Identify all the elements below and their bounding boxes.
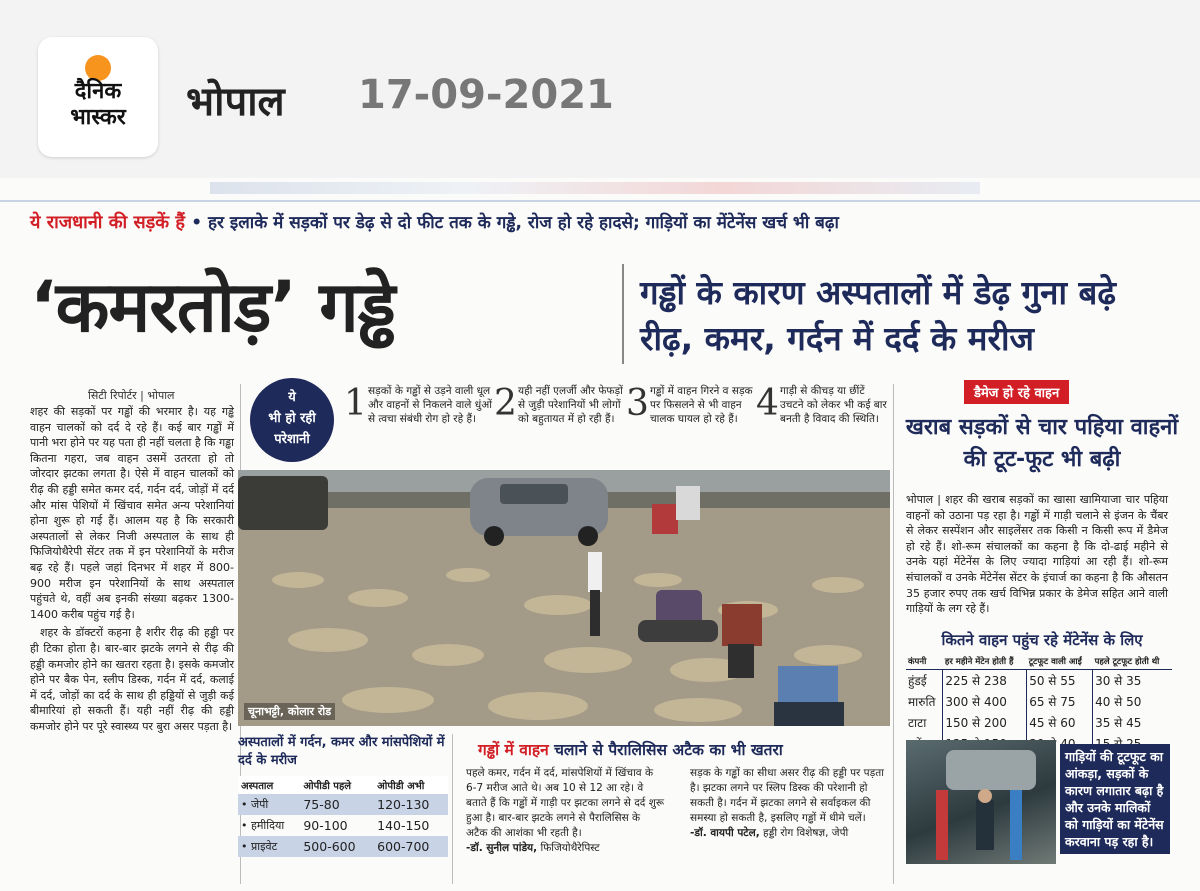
table-cell: 30 से 35 [1095,674,1142,688]
issue-number: 1 [344,383,367,424]
hospital-opd-table [238,776,448,857]
issue-item [626,384,756,464]
article-body [30,404,234,737]
garage-photo-caption: गाड़ियों की टूटफूट का आंकड़ा, सड़कों के कारण लगातार बढ़ा है और उनके मालिकों को गाड़ियों का मेंटेनेंस करवाना पड़ रहा है। [1060,744,1170,854]
cut-off-previous-headline [210,182,980,194]
main-headline: ‘कमरतोड़’ गड्ढे [30,266,395,348]
quote-author: -डॉ. सुनील पांडेय, [466,842,538,854]
table-cell: मारुति [906,691,943,712]
article-paragraph: शहर के डॉक्टरों कहना है शरीर रीढ़ की हड्डी पर ही टिका होता है। बार-बार झटके लगने से रीढ़ की हड्डी कमजोर होने का खतरा रहता है। इसके कमजोर होने पर बैक पेन, स्लीप डिस्क, गर्दन में दर्द, कलाई में दर्द, जोड़ों का दर्द के साथ ही हड्डियों से जुड़ी कई बीमारियां हो सकती हैं। यही नहीं रीढ़ की हड्डी कमजोर होने पर पूरे स्वास्थ्य पर बुरा असर पड़ता है। [30,626,234,733]
issue-text: सड़कों के गड्ढों से उड़ने वाली धूल और वाहनों से निकलने वाले धुंओं से त्वचा संबंधी रोग हो रहे हैं। [368,385,492,425]
quote-author: -डॉ. वायपी पटेल, [690,827,760,839]
kicker-bullet: • [191,213,209,233]
column-divider [893,384,894,884]
kicker-text: हर इलाके में सड़कों पर डेढ़ से दो फीट तक के गड्ढे, रोज हो रहे हादसे; गाड़ियों का मेंटेनेंस खर्च भी बढ़ा [208,213,839,233]
issue-text: गड्ढों में वाहन गिरने व सड़क पर फिसलने से भी वाहन चालक घायल हो रहे हैं। [650,385,753,425]
byline: सिटी रिपोर्टर | भोपाल [88,389,175,402]
sidebar-tag: डैमेज हो रहे वाहन [964,380,1069,404]
column-header: टूटफूट वाली आईं [1027,654,1093,670]
table-cell: 225 से 238 [943,670,1027,692]
table-cell: 150 से 200 [943,712,1027,733]
road-photo-illustration [238,470,890,726]
logo-line-2: भास्कर [70,105,126,130]
table-cell: 40 से 50 [1095,695,1142,709]
issue-text: यही नहीं एलर्जी और फेफड़ों से जुड़ी परेशानियों भी लोगों को बहुतायत में हो रही हैं। [518,385,623,425]
article-paragraph: शहर की सड़कों पर गड्ढों की भरमार है। यह गड्ढे वाहन चालकों को दर्द दे रहे हैं। कई बार गड्ढों में पानी भरा होने पर यह पता ही नहीं चलता है कि गड्ढा कितना गहरा, जब वाहन उसमें उतरता हो तो जोरदार झटका लगता है। ऐसे में वाहन चालकों को रीढ़ की हड्डी समेत कमर दर्द, गर्दन दर्द, जोड़ों में दर्द और मांस पेशियों में खिंचाव समेत अन्य परेशानियां होना शुरू हो गई हैं। आलम यह है कि सरकारी अस्पतालों से लेकर निजी अस्पताल के साथ ही फिजियोथैरेपी सेंटर तक में इन परेशानियों के मरीज बढ़ रहे हैं। पहले जहां दिनभर में शहर में 800-900 मरीज इन परेशानियों के साथ अस्पताल पहुंचते थे, वहीं अब इनकी संख्या बढ़कर 1300-1400 करीब पहुंच गई है। [30,405,234,621]
table-cell: 140-150 [377,818,430,833]
issue-item [756,384,890,464]
issue-number: 2 [494,383,517,424]
garage-photo [906,740,1056,864]
column-header: पहले टूटफूट होती थी [1093,654,1172,670]
edition-date: 17-09-2021 [358,72,614,118]
table-row [238,794,448,815]
logo-line-1: दैनिक [74,79,122,104]
issue-number: 3 [626,383,649,424]
table-row [906,712,1172,733]
table-cell: • प्राइवेट [238,836,300,857]
table-row [906,691,1172,712]
table-cell: 50 से 55 [1027,670,1093,692]
maintenance-table [906,654,1172,754]
issue-text: गाड़ी से कीचड़ या छींटें उचटने को लेकर भी कई बार बनती है विवाद की स्थिति। [780,385,887,425]
doctor-quote [690,766,888,841]
table-cell: 90-100 [303,818,348,833]
quote-text: पहले कमर, गर्दन में दर्द, मांसपेशियों में खिंचाव के 6-7 मरीज आते थे। अब 10 से 12 आ रहे। वे बताते हैं कि गड्ढों में गाड़ी पर झटका लगने से दर्द शुरू हुआ है। बार-बार झटके लगने से पैरालिसिस के अटैक की आशंका भी रहती है। [466,767,665,839]
photo-caption: चूनाभट्टी, कोलार रोड [244,703,335,720]
sun-icon [85,55,111,81]
column-header: ओपीडी अभी [374,776,448,794]
table-row [238,815,448,836]
newspaper-clipping[interactable] [0,178,1200,891]
quote-role: हड्डी रोग विशेषज्ञ, जेपी [763,827,849,839]
top-divider [0,200,1200,202]
column-header: हर महीने मेंटेन होती हैं [943,654,1027,670]
table-cell: 120-130 [374,794,448,815]
table-cell: • हमीदिया [241,819,285,832]
badge-line: परेशानी [274,432,310,447]
column-header: कंपनी [906,654,943,670]
hospital-name: प्राइवेट [251,840,278,853]
sub-headline: गड्ढों के कारण अस्पतालों में डेढ़ गुना बढ़े रीढ़, कमर, गर्दन में दर्द के मरीज [640,273,1116,358]
table-cell: 300 से 400 [943,691,1027,712]
issue-number: 4 [756,383,779,424]
table-cell: हुंडई [906,670,943,692]
table-header-row [906,654,1172,670]
paralysis-title-red: गड्ढों में वाहन [478,741,549,759]
table-cell: 45 से 60 [1027,712,1093,733]
hospital-name: जेपी [251,798,269,811]
hospital-box-title: अस्पतालों में गर्दन, कमर और मांसपेशियों में दर्द के मरीज [238,735,445,768]
newspaper-logo[interactable] [38,37,158,157]
table-cell: 600-700 [374,836,448,857]
badge-line: ये [288,390,296,405]
hospital-name: हमीदिया [251,819,285,832]
kicker [30,210,839,234]
badge-line: भी हो रही [268,411,316,426]
table-row [906,670,1172,692]
kicker-red: ये राजधानी की सड़कें हैं [30,212,185,233]
table-cell: टाटा [906,712,943,733]
table-cell: 75-80 [300,794,374,815]
issue-item [494,384,634,464]
issue-item [344,384,500,464]
post-header [0,0,1200,176]
paralysis-title-rest: चलाने से पैरालिसिस अटैक का भी खतरा [554,741,783,759]
table-cell: 500-600 [300,836,374,857]
doctor-quote [466,766,664,856]
sidebar-body: भोपाल | शहर की खराब सड़कों का खासा खामियाजा चार पहिया वाहनों को उठाना पड़ रहा है। गड्ढों में गाड़ी चलाने से इंजन के चैंबर से लेकर सस्पेंशन और साइलेंसर तक किसी न किसी रूप में डैमेज हो रहे हैं। शो-रूम संचालकों का कहना है कि दो-ढाई महीने से उनके यहां मेंटेनेंस के लिए ज्यादा गाड़ियां आ रही हैं। शो-रूम संचालकों व उनके मेंटेनेंस सेंटर के इंचार्ज का कहना है कि औसतन 35 हजार रुपए तक खर्च विभिन्न प्रकार के डेमेज सहित आने वाली गाड़ियों के लग रहे हैं। [906,493,1168,616]
column-header: ओपीडी पहले [300,776,374,794]
table-cell: • जेपी [238,794,300,815]
table-header-row [238,776,448,794]
paralysis-box-title [478,738,783,760]
headline-divider [622,264,624,364]
hospital-box [238,734,448,857]
table-cell: 65 से 75 [1027,691,1093,712]
edition-city: भोपाल [186,79,285,125]
column-header: अस्पताल [238,776,300,794]
column-divider [452,734,453,884]
quote-role: फिजियोथैरेपिस्ट [540,842,600,854]
table-row [238,836,448,857]
issues-badge [250,378,334,462]
sidebar-headline: खराब सड़कों से चार पहिया वाहनों की टूट-फूट भी बढ़ी [905,415,1179,472]
maintenance-table-title: कितने वाहन पहुंच रहे मेंटेनेंस के लिए [941,631,1143,649]
quote-text: सड़क के गड्ढों का सीधा असर रीढ़ की हड्डी पर पड़ता है। झटका लगने पर स्लिप डिस्क की परेशानी हो सकती है। गर्दन में झटका लगने से सर्वाइकल की समस्या हो सकती है, इसलिए गड्ढों में धीमे चलें। [690,767,884,824]
road-potholes-photo [238,470,890,726]
garage-photo-illustration [906,740,1056,864]
table-cell: 35 से 45 [1095,716,1142,730]
